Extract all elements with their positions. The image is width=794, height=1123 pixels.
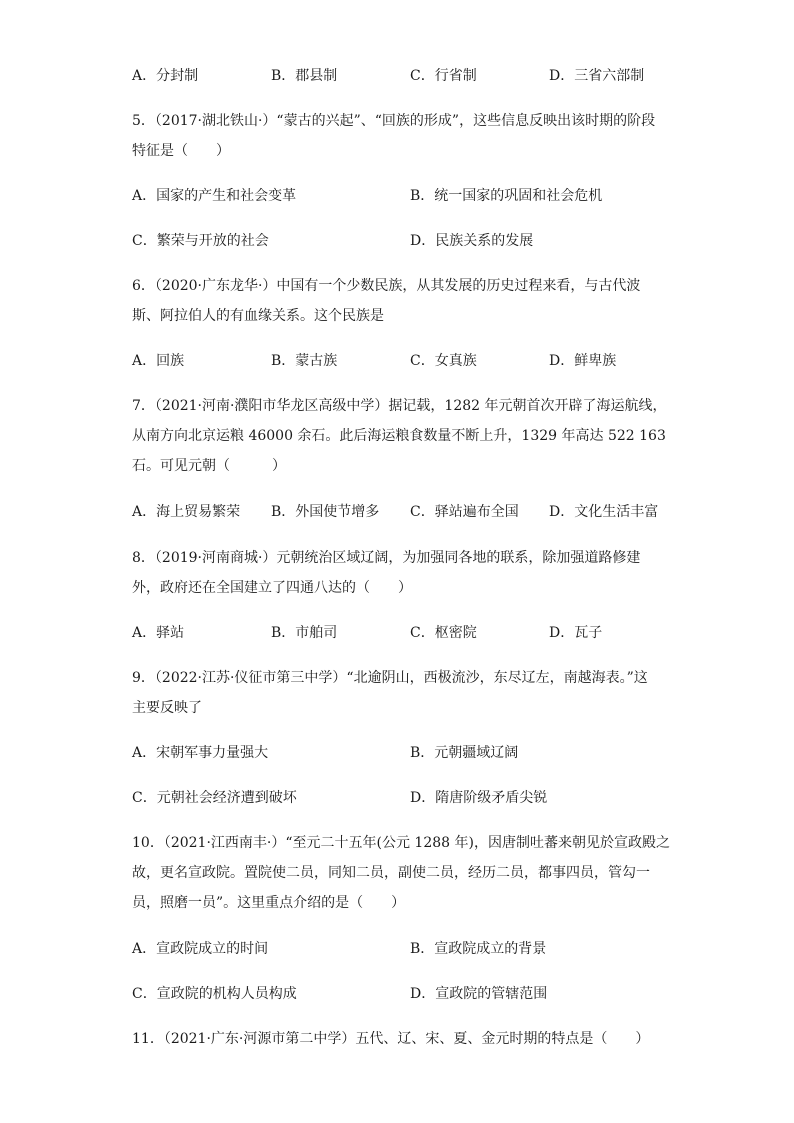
q10-stem-line: 故，更名宣政院。置院使二员，同知二员，副使二员，经历二员，都事四员，管勾一 [132,865,650,881]
q10-stem-line: 10．（2021·江西南丰·）“至元二十五年(公元 1288 年)，因唐制吐蕃来朝见於宣政殿之 [132,835,670,851]
q9-option-a[interactable]: A．宋朝军事力量强大 [132,745,269,761]
q10-options-row1 [132,939,672,959]
q7-option-a[interactable]: A．海上贸易繁荣 [132,504,241,520]
q10-option-d[interactable]: D．宣政院的管辖范围 [410,986,548,1002]
q11-stem [132,1024,672,1054]
q6-stem-line: 斯、阿拉伯人的有血缘关系。这个民族是 [132,308,384,324]
q8-option-a[interactable]: A．驿站 [132,625,185,641]
q5-options-row1 [132,186,672,206]
q5-stem [132,106,672,166]
q5-options-row2 [132,231,672,251]
q8-stem-line: 外，政府还在全国建立了四通八达的（ ） [132,580,412,596]
q9-options-row1 [132,743,672,763]
q10-stem [132,828,672,918]
q4-options [132,66,672,86]
q4-option-a[interactable]: A．分封制 [132,68,199,84]
q8-stem-line: 8．（2019·河南商城·）元朝统治区域辽阔，为加强同各地的联系，除加强道路修建 [132,550,641,566]
q7-options [132,502,672,522]
q8-options [132,623,672,643]
q7-stem-line: 从南方向北京运粮 46000 余石。此后海运粮食数量不断上升，1329 年高达 522 163 [132,428,666,444]
q9-option-d[interactable]: D．隋唐阶级矛盾尖锐 [410,790,548,806]
q6-option-d[interactable]: D．鲜卑族 [549,353,617,369]
q8-option-b[interactable]: B．市舶司 [271,625,338,641]
q5-option-c[interactable]: C．繁荣与开放的社会 [132,233,269,249]
q9-stem-line: 主要反映了 [132,700,202,716]
q6-stem [132,271,672,331]
q6-options [132,351,672,371]
q5-option-a[interactable]: A．国家的产生和社会变革 [132,188,297,204]
q9-option-c[interactable]: C．元朝社会经济遭到破坏 [132,790,297,806]
q7-stem-line: 7．（2021·河南·濮阳市华龙区高级中学）据记载，1282 年元朝首次开辟了海运航线， [132,398,667,414]
q6-option-a[interactable]: A．回族 [132,353,185,369]
q10-stem-line: 员，照磨一员”。这里重点介绍的是（ ） [132,895,406,911]
q8-option-d[interactable]: D．瓦子 [549,625,603,641]
q8-option-c[interactable]: C．枢密院 [410,625,477,641]
q9-stem-line: 9．（2022·江苏·仪征市第三中学）“北逾阴山，西极流沙，东尽辽左，南越海表。”这 [132,670,648,686]
q7-option-b[interactable]: B．外国使节增多 [271,504,380,520]
q4-option-c[interactable]: C．行省制 [410,68,477,84]
q5-option-d[interactable]: D．民族关系的发展 [410,233,534,249]
q10-option-a[interactable]: A．宣政院成立的时间 [132,941,269,957]
q6-option-c[interactable]: C．女真族 [410,353,477,369]
q4-option-b[interactable]: B．郡县制 [271,68,338,84]
q10-option-b[interactable]: B．宣政院成立的背景 [410,941,547,957]
q9-option-b[interactable]: B．元朝疆域辽阔 [410,745,519,761]
q10-options-row2 [132,984,672,1004]
q11-stem-line: 11．（2021·广东·河源市第二中学）五代、辽、宋、夏、金元时期的特点是（ ） [132,1031,650,1047]
q6-option-b[interactable]: B．蒙古族 [271,353,338,369]
q7-option-d[interactable]: D．文化生活丰富 [549,504,659,520]
q10-option-c[interactable]: C．宣政院的机构人员构成 [132,986,297,1002]
q8-stem [132,543,672,603]
q7-stem-line: 石。可见元朝（ ） [132,458,286,474]
q5-stem-line: 5．（2017·湖北铁山·）“蒙古的兴起”、“回族的形成”，这些信息反映出该时期的阶段 [132,113,656,129]
q6-stem-line: 6．（2020·广东龙华·）中国有一个少数民族，从其发展的历史过程来看，与古代波 [132,278,641,294]
q9-options-row2 [132,788,672,808]
q5-stem-line: 特征是（ ） [132,143,230,159]
q7-stem [132,391,672,481]
q5-option-b[interactable]: B．统一国家的巩固和社会危机 [410,188,603,204]
q4-option-d[interactable]: D．三省六部制 [549,68,645,84]
q9-stem [132,663,672,723]
q7-option-c[interactable]: C．驿站遍布全国 [410,504,519,520]
